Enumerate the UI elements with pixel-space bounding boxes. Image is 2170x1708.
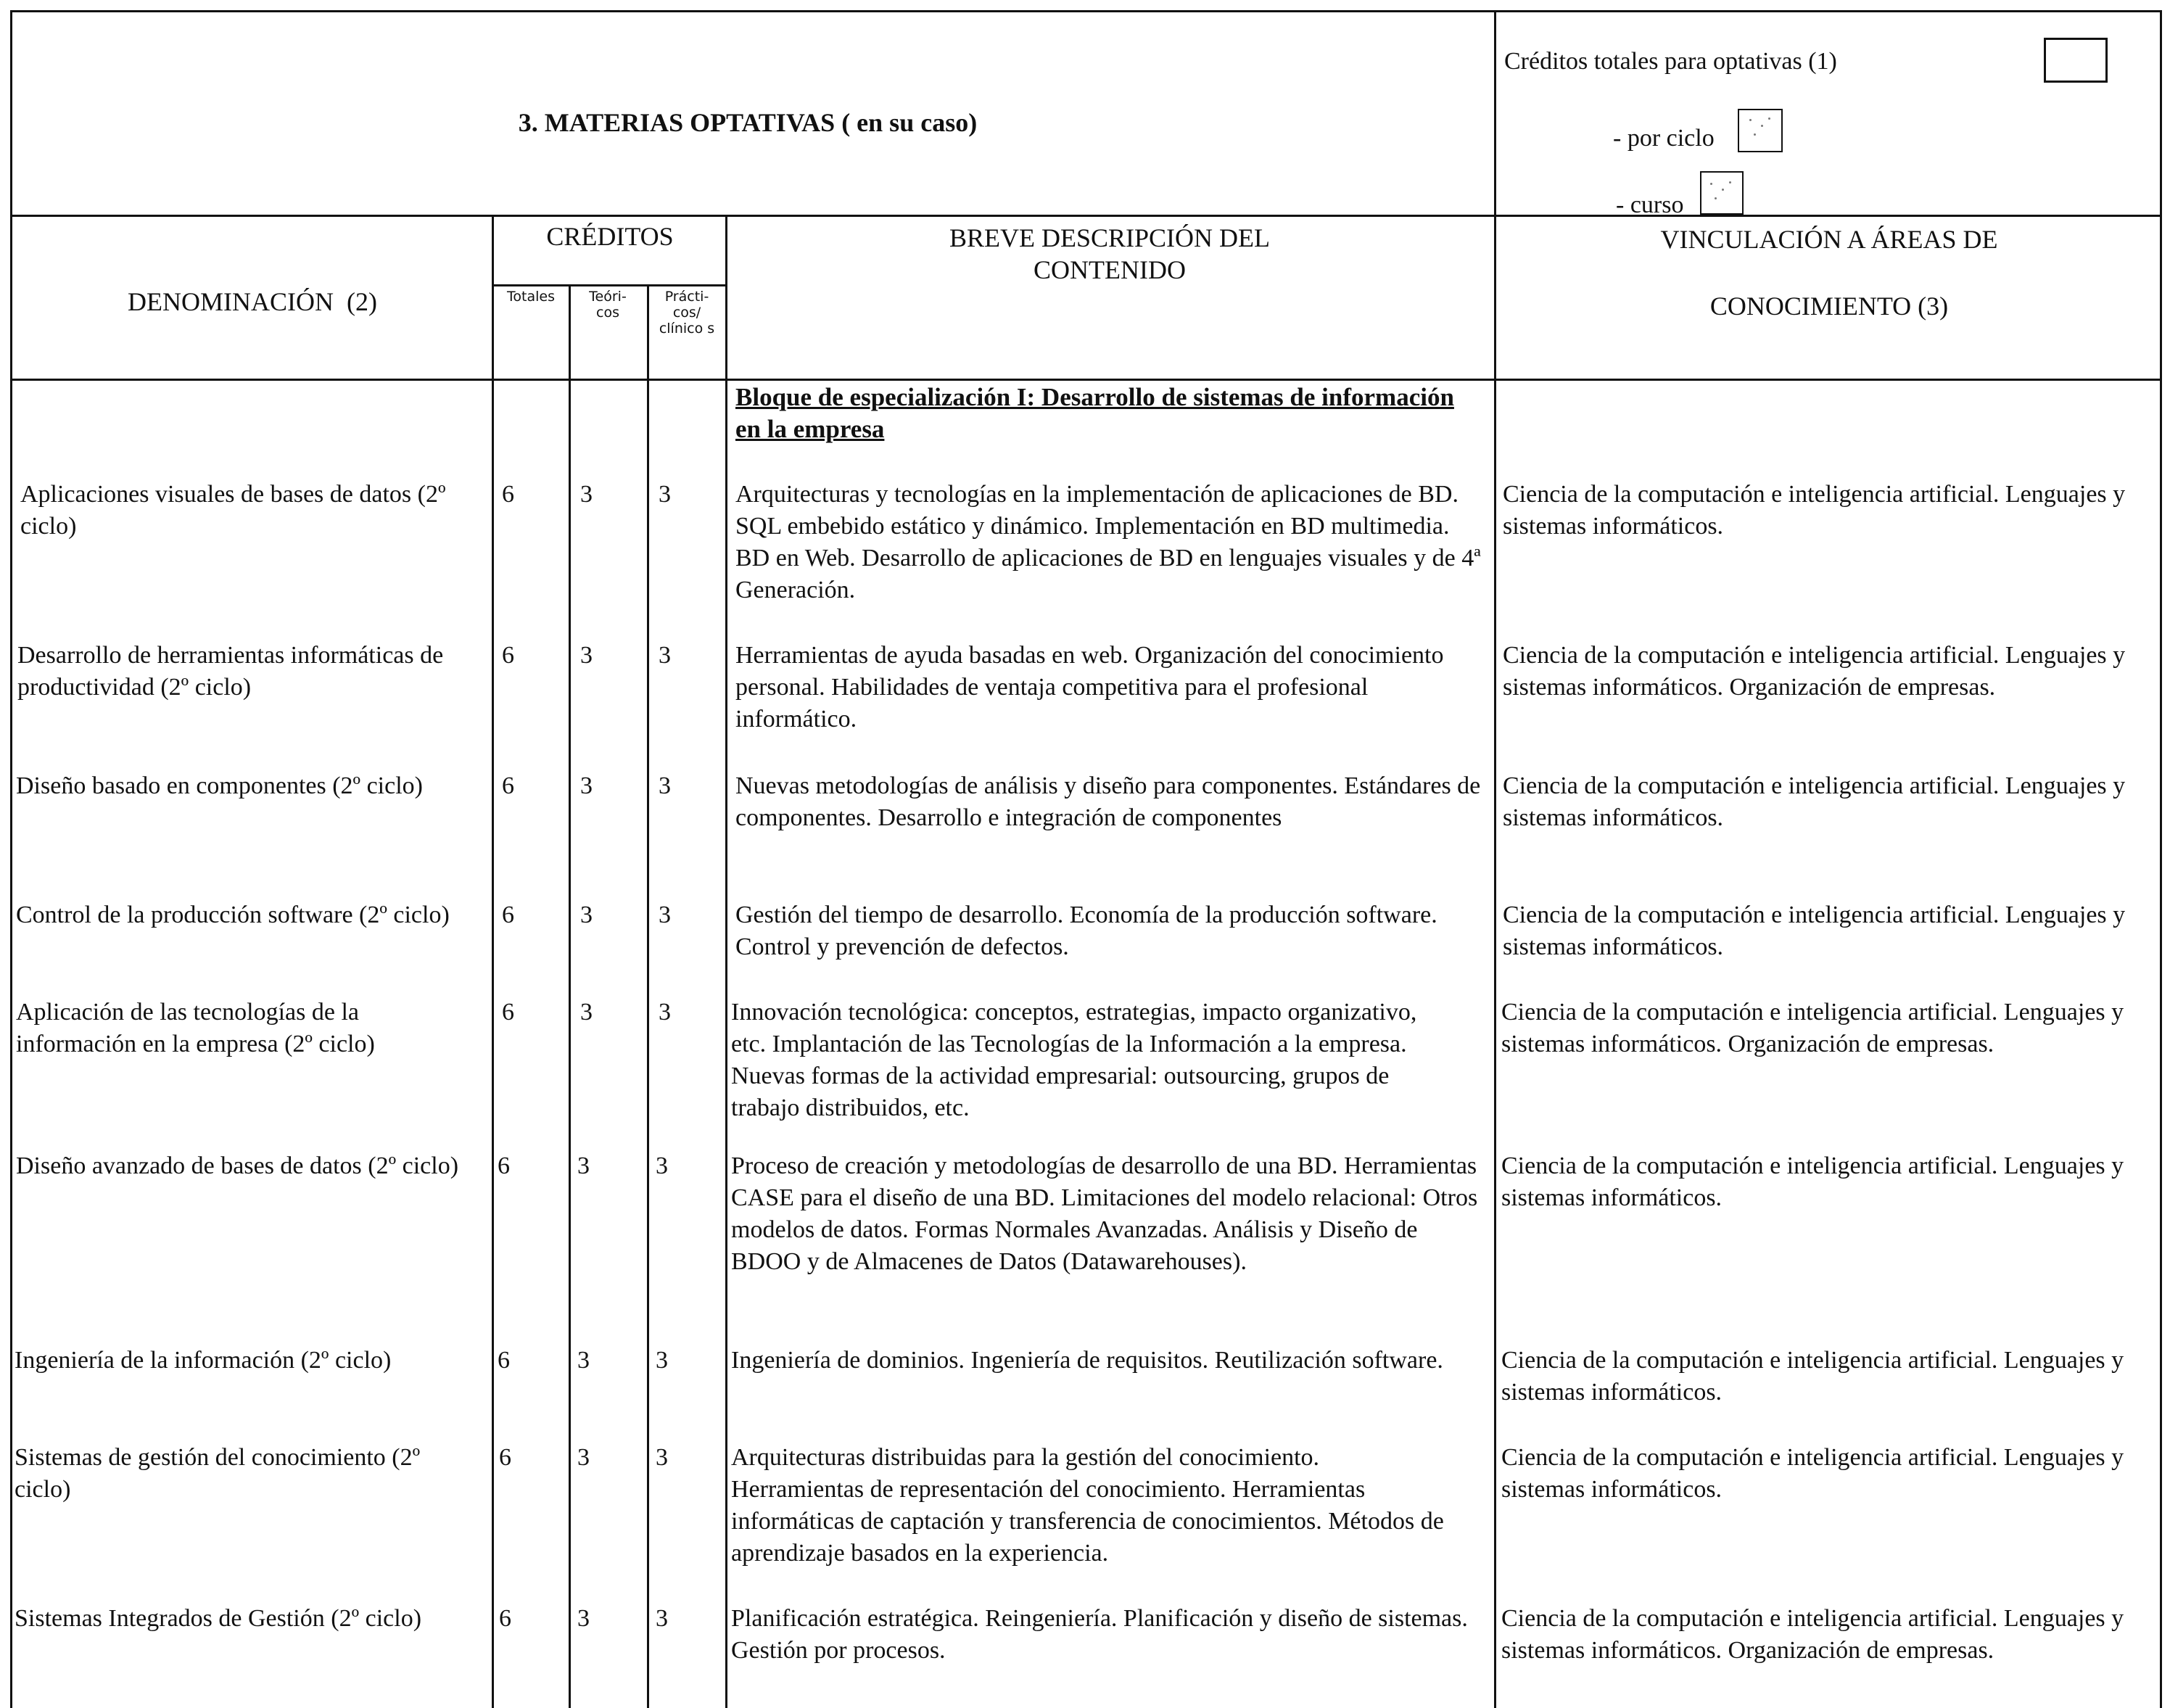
row-teoricos: 3 xyxy=(580,481,593,508)
col-divider-creditos xyxy=(725,215,727,1708)
row-practicos: 3 xyxy=(656,1152,668,1179)
row-denominacion: Diseño avanzado de bases de datos (2º ciclo) xyxy=(16,1152,459,1179)
row-vinculacion: Ciencia de la computación e inteligencia artificial. Lenguajes y sistemas informáticos. xyxy=(1501,1444,2124,1503)
header-vinculacion-line2: CONOCIMIENTO (3) xyxy=(1709,292,1949,321)
row-denominacion: Sistemas Integrados de Gestión (2º ciclo) xyxy=(15,1605,422,1632)
row-practicos: 3 xyxy=(659,642,671,669)
row-descripcion: Arquitecturas y tecnologías en la implementación de aplicaciones de BD. SQL embebido estático y dinámico. Implementación en BD multimedia. BD en Web. Desarrollo de aplicaciones de BD en lenguajes visuales y de 4ª Generación. xyxy=(735,481,1481,603)
row-practicos: 3 xyxy=(659,902,671,928)
row-practicos: 3 xyxy=(656,1444,668,1471)
row-descripcion: Arquitecturas distribuidas para la gestión del conocimiento. Herramientas de representación del conocimiento. Herramientas informáticas de captación y transferencia de conocimientos. Métodos de aprendizaje basados en la experiencia. xyxy=(731,1444,1444,1567)
por-ciclo-label: - por ciclo xyxy=(1613,125,1715,152)
row-practicos: 3 xyxy=(659,772,671,799)
row-totales: 6 xyxy=(502,772,514,799)
header-vinculacion-line1: VINCULACIÓN A ÁREAS DE xyxy=(1660,225,1998,254)
row-teoricos: 3 xyxy=(580,772,593,799)
row-teoricos: 3 xyxy=(580,999,593,1026)
curso-label: - curso xyxy=(1616,191,1684,218)
row-teoricos: 3 xyxy=(577,1152,590,1179)
row-teoricos: 3 xyxy=(577,1347,590,1374)
creditos-totales-label: Créditos totales para optativas (1) xyxy=(1504,48,1837,75)
curso-box xyxy=(1700,171,1744,215)
column-header-divider xyxy=(10,379,2161,381)
row-denominacion: Aplicaciones visuales de bases de datos (2º ciclo) xyxy=(20,481,446,540)
row-descripcion: Innovación tecnológica: conceptos, estrategias, impacto organizativo, etc. Implantación de las Tecnologías de la Información a la empresa. Nuevas formas de la actividad empresarial: outsourcing, grupos de trabajo distribuidos, etc. xyxy=(731,999,1417,1121)
row-vinculacion: Ciencia de la computación e inteligencia artificial. Lenguajes y sistemas informáticos. xyxy=(1503,772,2126,831)
header-teoricos: Teóri-cos xyxy=(589,289,627,321)
row-descripcion: Planificación estratégica. Reingeniería. Planificación y diseño de sistemas. Gestión por procesos. xyxy=(731,1605,1468,1664)
header-right-divider xyxy=(1494,10,1496,1708)
header-divider xyxy=(10,215,2161,217)
row-practicos: 3 xyxy=(659,999,671,1026)
col-divider-teoricos xyxy=(647,284,649,1708)
row-vinculacion: Ciencia de la computación e inteligencia artificial. Lenguajes y sistemas informáticos. Organización de empresas. xyxy=(1503,642,2126,701)
row-teoricos: 3 xyxy=(580,902,593,928)
row-totales: 6 xyxy=(498,1347,510,1374)
col-divider-totales xyxy=(569,284,571,1708)
row-descripcion: Proceso de creación y metodologías de desarrollo de una BD. Herramientas CASE para el diseño de una BD. Limitaciones del modelo relacional: Otros modelos de datos. Formas Normales Avanzadas. Análisis y Diseño de BDOO y de Almacenes de Datos (Datawarehouses). xyxy=(731,1152,1478,1275)
creditos-totales-box xyxy=(2044,38,2108,83)
right-border xyxy=(2160,10,2162,1708)
row-vinculacion: Ciencia de la computación e inteligencia artificial. Lenguajes y sistemas informáticos. Organización de empresas. xyxy=(1501,999,2124,1057)
col-divider-denominacion xyxy=(492,215,494,1708)
left-border xyxy=(10,10,12,1708)
row-descripcion: Gestión del tiempo de desarrollo. Economía de la producción software. Control y prevención de defectos. xyxy=(735,902,1437,960)
row-denominacion: Desarrollo de herramientas informáticas de productividad (2º ciclo) xyxy=(17,642,444,701)
row-vinculacion: Ciencia de la computación e inteligencia artificial. Lenguajes y sistemas informáticos. xyxy=(1501,1347,2124,1406)
row-vinculacion: Ciencia de la computación e inteligencia artificial. Lenguajes y sistemas informáticos. xyxy=(1501,1152,2124,1211)
row-practicos: 3 xyxy=(656,1347,668,1374)
row-totales: 6 xyxy=(502,902,514,928)
row-totales: 6 xyxy=(502,999,514,1026)
row-totales: 6 xyxy=(498,1152,510,1179)
row-totales: 6 xyxy=(502,481,514,508)
row-denominacion: Sistemas de gestión del conocimiento (2º ciclo) xyxy=(15,1444,421,1503)
row-denominacion: Ingeniería de la información (2º ciclo) xyxy=(15,1347,392,1374)
section-title: 3. MATERIAS OPTATIVAS ( en su caso) xyxy=(518,108,978,137)
row-descripcion: Herramientas de ayuda basadas en web. Organización del conocimiento personal. Habilidades de ventaja competitiva para el profesional informático. xyxy=(735,642,1444,733)
row-vinculacion: Ciencia de la computación e inteligencia artificial. Lenguajes y sistemas informáticos. xyxy=(1503,481,2126,540)
row-denominacion: Aplicación de las tecnologías de la información en la empresa (2º ciclo) xyxy=(16,999,375,1057)
row-vinculacion: Ciencia de la computación e inteligencia artificial. Lenguajes y sistemas informáticos. xyxy=(1503,902,2126,960)
row-vinculacion: Ciencia de la computación e inteligencia artificial. Lenguajes y sistemas informáticos. Organización de empresas. xyxy=(1501,1605,2124,1664)
header-denominacion: DENOMINACIÓN (2) xyxy=(128,287,377,316)
row-totales: 6 xyxy=(502,642,514,669)
row-denominacion: Diseño basado en componentes (2º ciclo) xyxy=(16,772,423,799)
row-descripcion: Ingeniería de dominios. Ingeniería de requisitos. Reutilización software. xyxy=(731,1347,1443,1374)
top-border xyxy=(10,10,2161,12)
por-ciclo-box xyxy=(1738,109,1783,152)
row-teoricos: 3 xyxy=(577,1444,590,1471)
row-teoricos: 3 xyxy=(580,642,593,669)
row-teoricos: 3 xyxy=(577,1605,590,1632)
row-totales: 6 xyxy=(499,1444,511,1471)
subheader-divider xyxy=(492,284,727,286)
row-practicos: 3 xyxy=(656,1605,668,1632)
header-descripcion: BREVE DESCRIPCIÓN DEL CONTENIDO xyxy=(949,223,1271,284)
row-practicos: 3 xyxy=(659,481,671,508)
row-descripcion: Nuevas metodologías de análisis y diseño para componentes. Estándares de componentes. Desarrollo e integración de componentes xyxy=(735,772,1481,831)
block-heading: Bloque de especialización I: Desarrollo de sistemas de información en la empresa xyxy=(735,383,1454,443)
header-totales: Totales xyxy=(507,289,555,305)
header-creditos: CRÉDITOS xyxy=(546,222,674,251)
header-practicos: Prácti-cos/ clínico s xyxy=(659,289,715,337)
row-denominacion: Control de la producción software (2º ciclo) xyxy=(16,902,450,928)
row-totales: 6 xyxy=(499,1605,511,1632)
